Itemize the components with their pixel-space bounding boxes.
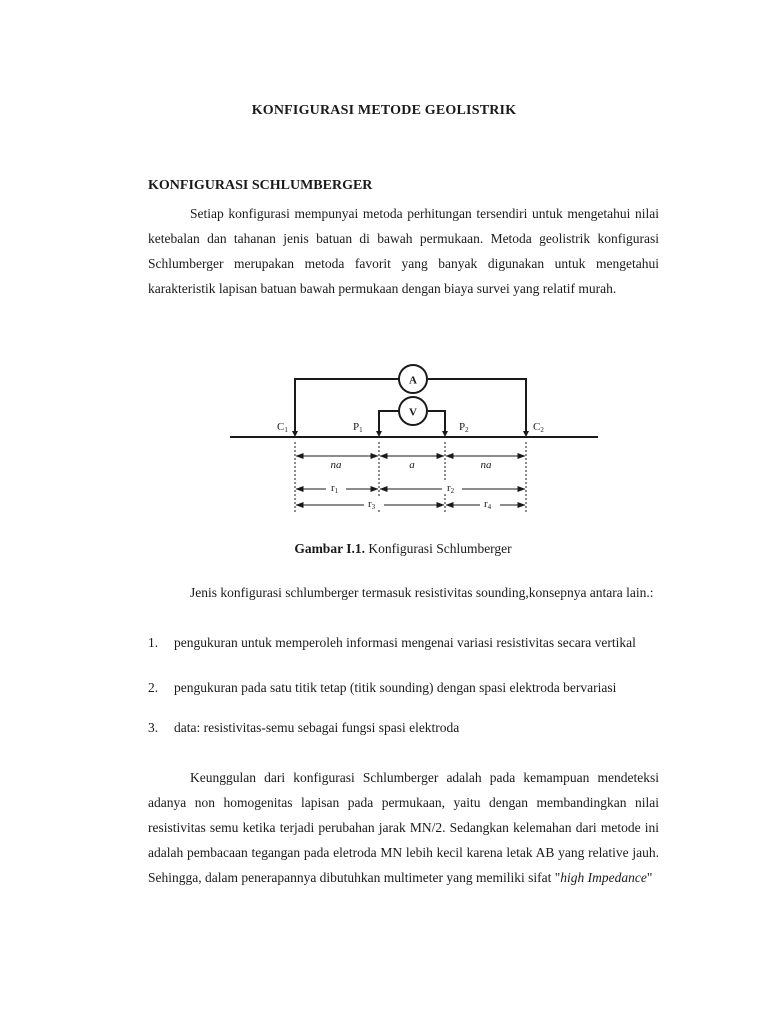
figure-caption-label: Gambar I.1. — [294, 541, 365, 556]
figure-caption — [0, 541, 768, 557]
list-item-number: 1. — [148, 635, 159, 650]
potential-circuit-wire-right — [428, 411, 445, 434]
spacing-label-na-left: na — [330, 459, 342, 471]
list-item-text: pengukuran pada satu titik tetap (titik sounding) dengan spasi elektroda bervariasi — [174, 680, 617, 695]
list-item — [148, 675, 659, 718]
current-circuit-wire — [295, 379, 399, 434]
voltmeter-label: V — [409, 406, 417, 419]
paragraph-advantages-emphasis: high Impedance — [560, 870, 647, 885]
electrode-c2-label: C2 — [533, 421, 544, 434]
paragraph-intro-text: Setiap konfigurasi mempunyai metoda perhitungan tersendiri untuk mengetahui nilai ketebalan dan tahanan jenis batuan di bawah permukaan. Metoda geolistrik konfigurasi Schlumberger merupakan metoda favorit yang banyak digunakan untuk mengetahui karakteristik lapisan batuan bawah permukaan dengan biaya survei yang relatif murah. — [148, 206, 659, 296]
concept-list — [148, 630, 659, 738]
ammeter-label: A — [409, 374, 417, 387]
paragraph-advantages — [148, 765, 659, 890]
figure-caption-text: Konfigurasi Schlumberger — [364, 541, 512, 556]
potential-circuit-wire — [379, 411, 399, 434]
document-title: KONFIGURASI METODE GEOLISTRIK — [251, 103, 517, 118]
electrode-c1-label: C1 — [277, 421, 288, 434]
list-item-number: 2. — [148, 680, 159, 695]
paragraph-advantages-text: Keunggulan dari konfigurasi Schlumberger adalah pada kemampuan mendeteksi adanya non homogenitas lapisan pada permukaan, yaitu dengan membandingkan nilai resistivitas semu ketika terjadi perubahan jarak MN/2. Sedangkan kelemahan dari metode ini adalah pembacaan tegangan pada eletroda MN lebih kecil karena letak AB yang relative jauh. Sehingga, dalam penerapannya dibutuhkan multimeter yang memiliki sifat " — [148, 770, 659, 885]
list-item-text: data: resistivitas-semu sebagai fungsi spasi elektroda — [174, 720, 460, 735]
spacing-label-a: a — [409, 459, 415, 471]
list-item-number: 3. — [148, 720, 159, 735]
distance-label-r3: r3 — [368, 498, 376, 511]
spacing-label-na-right: na — [480, 459, 492, 471]
paragraph-advantages-end: " — [646, 870, 653, 885]
paragraph-sounding — [148, 580, 659, 605]
current-circuit-wire-right — [428, 379, 526, 434]
list-item — [148, 718, 659, 738]
paragraph-sounding-text: Jenis konfigurasi schlumberger termasuk resistivitas sounding,konsepnya antara lain.: — [190, 585, 654, 600]
list-item-text: pengukuran untuk memperoleh informasi mengenai variasi resistivitas secara vertikal — [174, 635, 636, 650]
distance-label-r2: r2 — [447, 482, 455, 495]
distance-label-r1: r1 — [331, 482, 339, 495]
electrode-p2-label: P2 — [459, 421, 469, 434]
section-title: KONFIGURASI SCHLUMBERGER — [148, 178, 373, 193]
list-item — [148, 630, 659, 675]
electrode-p1-label: P1 — [353, 421, 363, 434]
distance-label-r4: r4 — [484, 498, 492, 511]
